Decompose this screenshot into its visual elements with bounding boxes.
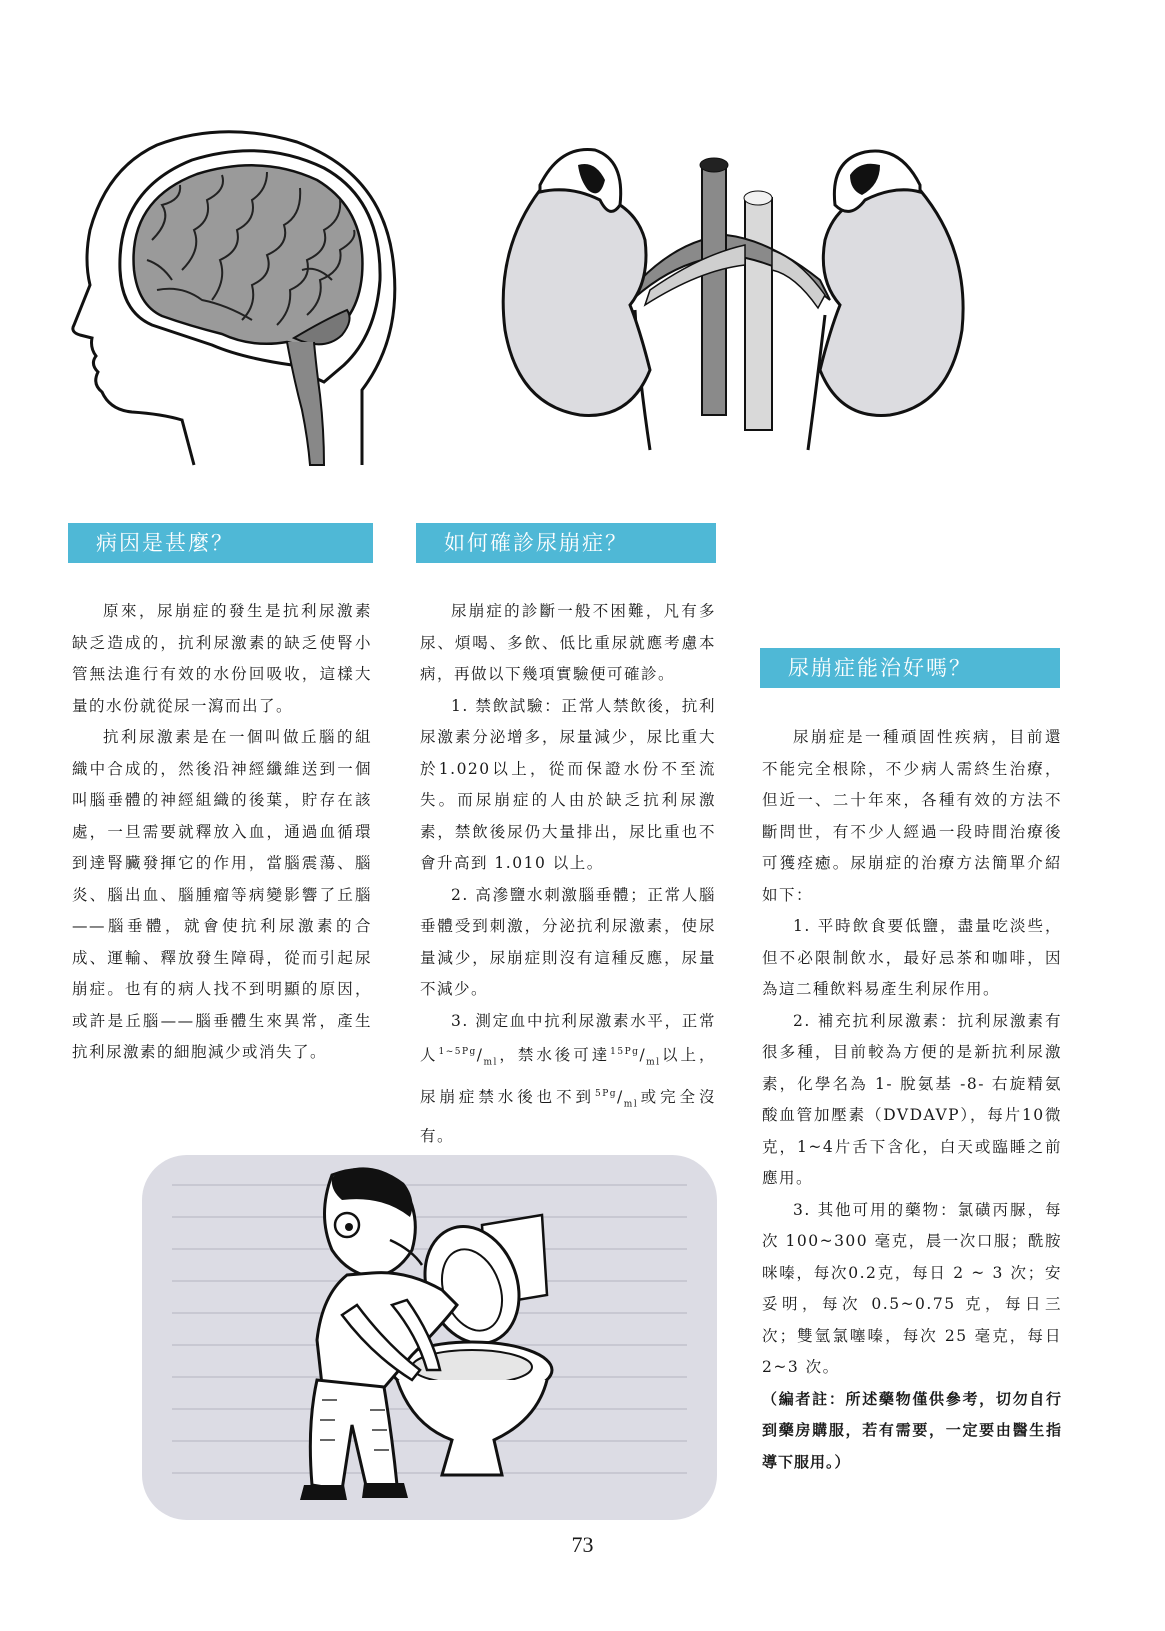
test3-mid1: ，禁水後可達 [497, 1046, 611, 1065]
editor-note: （編者註：所述藥物僅供參考，切勿自行到藥房購服，若有需要，一定要由醫生指導下服用。） [762, 1389, 1062, 1471]
brain-illustration [62, 120, 407, 480]
treatment-paragraph: 1. 平時飲食要低鹽，盡量吃淡些，但不必限制飲水，最好忌茶和咖啡，因為這二種飲料易產生利尿作用。 [762, 917, 1062, 998]
diagnosis-paragraph: 尿崩症的診斷一般不困難，凡有多尿、煩喝、多飲、低比重尿就應考慮本病，再做以下幾項實驗便可確診。 [420, 602, 716, 683]
treatment-paragraph: 3. 其他可用的藥物：氯磺丙脲，每次 100~300 毫克，晨一次口服；酰胺咪嗪，每次0.2克，每日 2 ~ 3 次；安妥明，每次 0.5~0.75 克，每日三次；雙氫氯噻嗪，每次 25 毫克，每日 2~3 次。 [762, 1200, 1062, 1376]
kidney-illustration [500, 130, 990, 465]
heading-treatment-text: 尿崩症能治好嗎？ [788, 656, 972, 680]
heading-diagnosis-text: 如何確診尿崩症？ [444, 531, 628, 555]
test3-unit: ml [483, 1057, 498, 1068]
diagnosis-paragraph: 2. 高滲鹽水刺激腦垂體；正常人腦垂體受到刺激，分泌抗利尿激素，使尿量減少，尿崩症則沒有這種反應，尿量不減少。 [420, 885, 716, 998]
cause-paragraph: 抗利尿激素是在一個叫做丘腦的組織中合成的，然後沿神經纖維送到一個叫腦垂體的神經組織的後葉，貯存在該處，一旦需要就釋放入血，通過血循環到達腎臟發揮它的作用，當腦震蕩、腦炎、腦出血、腦腫瘤等病變影響了丘腦——腦垂體，就會使抗利尿激素的合成、運輸、釋放發生障碍，從而引起尿崩症。也有的病人找不到明顯的原因，或許是丘腦——腦垂體生來異常，產生抗利尿激素的細胞減少或消失了。 [72, 728, 372, 1061]
test3-unit: ml [623, 1099, 639, 1109]
test3-prefix: 3. 測定血中抗利尿激素水平，正常人 [420, 1011, 716, 1065]
cause-column [72, 596, 372, 1069]
test3-suffix: 或完全沒有。 [420, 1087, 716, 1145]
diagnosis-paragraph: 1. 禁飲試驗：正常人禁飲後，抗利尿激素分泌增多，尿量減少，尿比重大於1.020以上，從而保證水份不至流失。而尿崩症的人由於缺乏抗利尿激素，禁飲後尿仍大量排出，尿比重也不會升高到 1.010 以上。 [420, 696, 716, 872]
diagnosis-test3: 3. 測定血中抗利尿激素水平，正常人$^{1\sim 5Pg}/_{ml}$，禁水後可達$^{15Pg}/_{ml}$以上，尿崩症禁水後也不到$^{5Pg}/_{ml}$或完全沒有。 [420, 1011, 716, 1145]
heading-treatment [760, 648, 1060, 688]
diagnosis-column [420, 596, 716, 1152]
heading-cause-text: 病因是甚麼？ [96, 531, 234, 555]
heading-cause [68, 523, 373, 563]
treatment-paragraph: 2. 補充抗利尿激素：抗利尿激素有很多種，目前較為方便的是新抗利尿激素，化學名為 1- 脫氨基 -8- 右旋精氨酸血管加壓素（DVDAVP），每片10微克，1~4片舌下含化，白天或臨睡之前應用。 [762, 1011, 1062, 1187]
test3-unit: ml [646, 1057, 661, 1068]
heading-diagnosis [416, 523, 716, 563]
cause-paragraph: 原來，尿崩症的發生是抗利尿激素缺乏造成的，抗利尿激素的缺乏使腎小管無法進行有效的水份回吸收，這樣大量的水份就從尿一瀉而出了。 [72, 602, 372, 715]
test3-value-normal: 1~5Pg [438, 1047, 477, 1057]
page-number: 73 [571, 1532, 594, 1557]
vomiting-cartoon [142, 1155, 717, 1520]
test3-value-dehydrated: 15Pg [610, 1047, 640, 1057]
test3-value-patient: 5Pg [595, 1088, 618, 1099]
treatment-paragraph: 尿崩症是一種頑固性疾病，目前還不能完全根除，不少病人需終生治療，但近一、二十年來，各種有效的方法不斷問世，有不少人經過一段時間治療後可獲痊癒。尿崩症的治療方法簡單介紹如下： [762, 728, 1062, 904]
treatment-column [762, 722, 1062, 1478]
test3-mid2: 以上，尿崩症禁水後也不到 [420, 1046, 716, 1106]
